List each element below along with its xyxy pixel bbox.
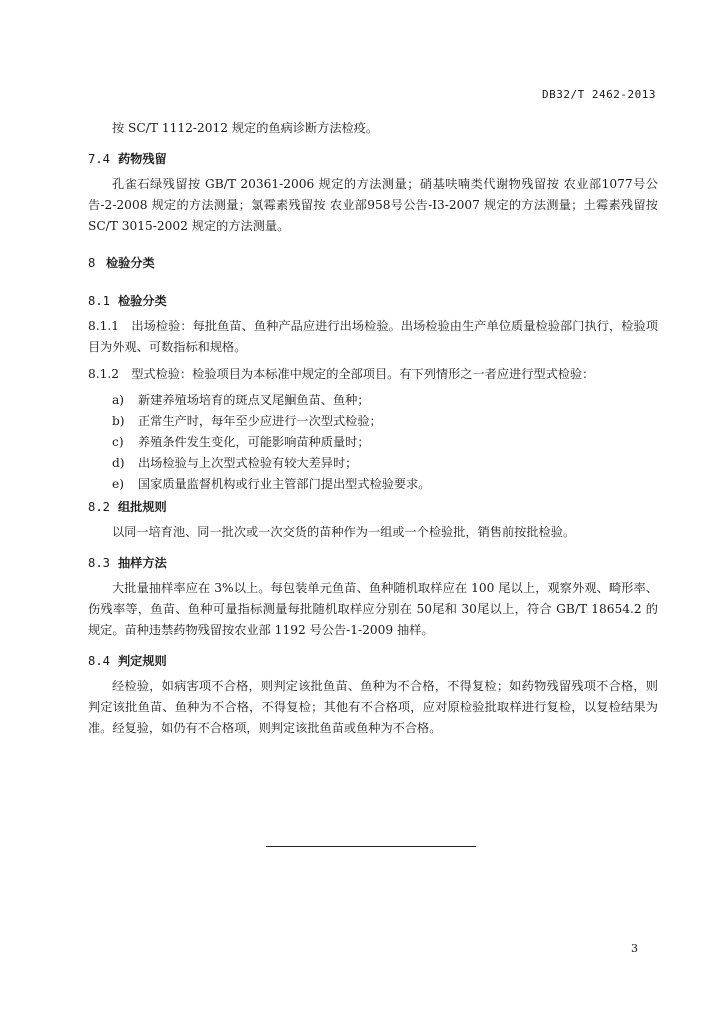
- section-title: 药物残留: [118, 152, 167, 166]
- section-7-4-paragraph: 孔雀石绿残留按 GB/T 20361-2006 规定的方法测量；硝基呋喃类代谢物残留按 农业部1077号公告-2-2008 规定的方法测量；氯霉素残留按 农业部958号公告-I3-2007 规定的方法测量；土霉素残留按 SC/T 3015-2002 规定的方法测量。: [88, 177, 658, 233]
- intro-paragraph: 按 SC/T 1112-2012 规定的鱼病诊断方法检疫。: [112, 121, 379, 135]
- section-title: 检验分类: [106, 256, 155, 270]
- list-item: a) 新建养殖场培育的斑点叉尾鮰鱼苗、鱼种；: [112, 393, 370, 407]
- section-number: 8.1: [88, 294, 111, 308]
- section-title: 检验分类: [118, 294, 167, 308]
- section-8-1-1-paragraph: 8.1.1 出场检验：每批鱼苗、鱼种产品应进行出场检验。出场检验由生产单位质量检验部门执行，检验项目为外观、可数指标和规格。: [88, 319, 658, 354]
- section-8-heading: [88, 254, 155, 271]
- section-number: 8.2: [88, 500, 111, 514]
- section-8-2-heading: [88, 498, 167, 515]
- list-item: e) 国家质量监督机构或行业主管部门提出型式检验要求。: [112, 477, 431, 491]
- section-number: 7.4: [88, 152, 111, 166]
- standard-code-header: DB32/T 2462-2013: [542, 88, 656, 101]
- end-rule: [266, 846, 476, 847]
- section-title: 抽样方法: [118, 556, 167, 570]
- section-8-1-heading: [88, 292, 167, 309]
- section-8-4-paragraph: 经检验，如病害项不合格，则判定该批鱼苗、鱼种为不合格，不得复检；如药物残留残项不合格，则判定该批鱼苗、鱼种为不合格，不得复检；其他有不合格项，应对原检验批取样进行复检，以复检结果为准。经复验，如仍有不合格项，则判定该批鱼苗或鱼种为不合格。: [88, 679, 658, 735]
- section-8-4-heading: [88, 652, 167, 669]
- list-item: d) 出场检验与上次型式检验有较大差异时；: [112, 456, 358, 470]
- list-item: b) 正常生产时，每年至少应进行一次型式检验；: [112, 414, 382, 428]
- section-title: 判定规则: [118, 654, 167, 668]
- section-number: 8: [88, 256, 96, 270]
- section-8-1-2-paragraph: 8.1.2 型式检验：检验项目为本标准中规定的全部项目。有下列情形之一者应进行型式检验：: [88, 367, 595, 381]
- section-8-3-heading: [88, 554, 167, 571]
- section-title: 组批规则: [118, 500, 167, 514]
- page-number: 3: [631, 942, 638, 955]
- section-8-2-paragraph: 以同一培育池、同一批次或一次交货的苗种作为一组或一个检验批，销售前按批检验。: [112, 525, 576, 539]
- list-item: c) 养殖条件发生变化，可能影响苗种质量时；: [112, 435, 370, 449]
- section-number: 8.4: [88, 654, 111, 668]
- section-number: 8.3: [88, 556, 111, 570]
- type-inspection-list: [112, 390, 652, 495]
- section-7-4-heading: [88, 150, 167, 167]
- section-8-3-paragraph: 大批量抽样率应在 3%以上。每包装单元鱼苗、鱼种随机取样应在 100 尾以上，观察外观、畸形率、伤残率等，鱼苗、鱼种可量指标测量每批随机取样应分别在 50尾和 30尾以上，符合 GB/T 18654.2 的规定。苗种违禁药物残留按农业部 1192 号公告-1-2009 抽样。: [88, 581, 658, 637]
